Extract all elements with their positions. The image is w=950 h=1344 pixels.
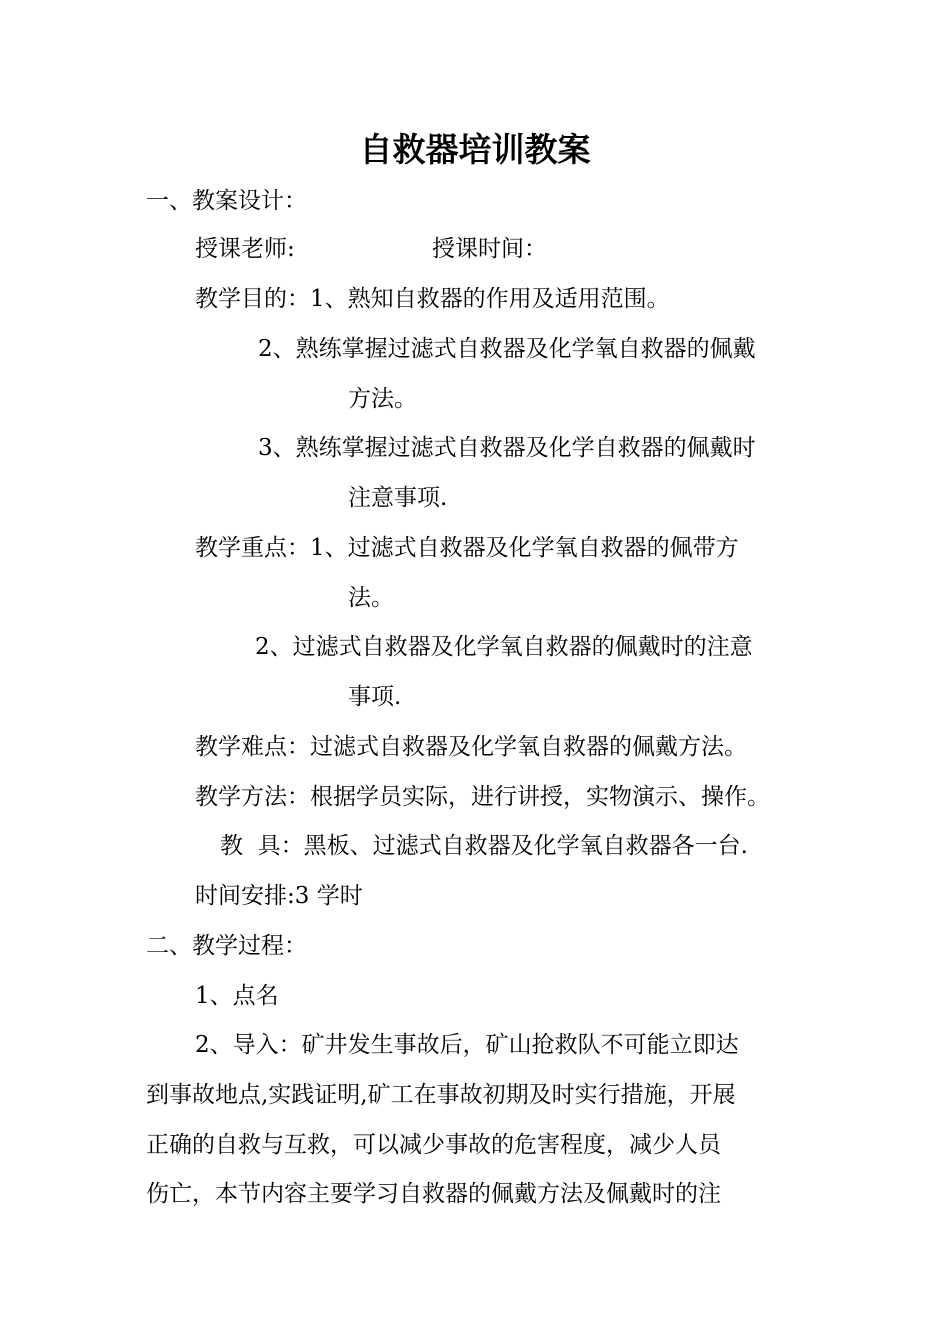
tools-line: 教 具：黑板、过滤式自救器及化学氧自救器各一台. [220, 833, 748, 859]
intro-paragraph-line-4: 伤亡，本节内容主要学习自救器的佩戴方法及佩戴时的注 [146, 1181, 721, 1207]
keypoint-line-2: 2、过滤式自救器及化学氧自救器的佩戴时的注意 [255, 634, 753, 660]
document-title: 自救器培训教案 [359, 130, 591, 169]
intro-paragraph-line-3: 正确的自救与互救，可以减少事故的危害程度，减少人员 [146, 1132, 721, 1158]
objective-line-3-cont: 注意事项. [348, 485, 448, 511]
objective-line-2-cont: 方法。 [348, 386, 417, 412]
schedule-line: 时间安排:3 学时 [195, 883, 363, 909]
intro-paragraph-line-1: 2、导入：矿井发生事故后，矿山抢救队不可能立即达 [195, 1032, 739, 1058]
difficulty-line: 教学难点：过滤式自救器及化学氧自救器的佩戴方法。 [195, 734, 747, 760]
objective-line-2: 2、熟练掌握过滤式自救器及化学氧自救器的佩戴 [258, 336, 756, 362]
objective-line-1: 教学目的：1、熟知自救器的作用及适用范围。 [195, 286, 670, 312]
teacher-label: 授课老师: [195, 236, 295, 262]
step-roll-call: 1、点名 [195, 983, 279, 1009]
keypoint-line-1: 教学重点：1、过滤式自救器及化学氧自救器的佩带方 [195, 535, 739, 561]
method-line: 教学方法：根据学员实际，进行讲授，实物演示、操作。 [195, 784, 770, 810]
keypoint-line-2-cont: 事项. [348, 684, 402, 710]
section-heading-process: 二、教学过程： [146, 933, 307, 959]
time-label: 授课时间： [432, 236, 547, 262]
section-heading-design: 一、教案设计： [146, 188, 307, 214]
intro-paragraph-line-2: 到事故地点,实践证明,矿工在事故初期及时实行措施，开展 [146, 1082, 736, 1108]
objective-line-3: 3、熟练掌握过滤式自救器及化学自救器的佩戴时 [258, 435, 756, 461]
keypoint-line-1-cont: 法。 [348, 585, 394, 611]
